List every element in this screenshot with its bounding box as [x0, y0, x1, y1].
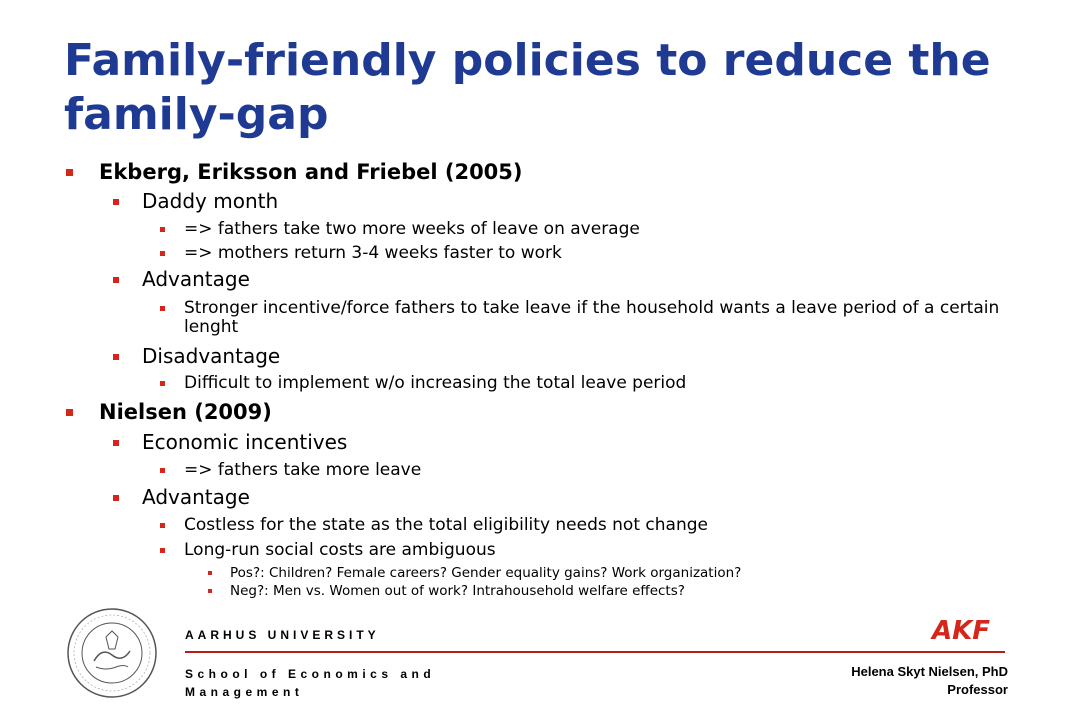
bullet-icon [160, 381, 165, 386]
bullet-item [113, 485, 250, 509]
bullet-item [113, 267, 250, 291]
author-name: Helena Skyt Nielsen, PhD [851, 664, 1008, 679]
bullet-item [160, 461, 1020, 480]
bullet-item [113, 189, 278, 213]
bullet-text: Neg?: Men vs. Women out of work? Intrahousehold welfare effects? [230, 583, 685, 599]
bullet-text: Ekberg, Eriksson and Friebel (2005) [99, 160, 523, 184]
bullet-icon [113, 199, 119, 205]
bullet-icon [160, 523, 165, 528]
bullet-text: Costless for the state as the total eligibility needs not change [184, 515, 708, 535]
bullet-item [160, 374, 1020, 393]
bullet-icon [160, 251, 165, 256]
bullet-icon [160, 548, 165, 553]
bullet-icon [208, 571, 212, 575]
bullet-item [113, 430, 347, 454]
akf-logo [918, 617, 1004, 643]
bullet-text: Daddy month [142, 189, 279, 213]
bullet-icon [66, 409, 73, 416]
bullet-text: Stronger incentive/force fathers to take leave if the household wants a leave period of a certain lenght [184, 298, 1000, 337]
bullet-item [160, 541, 1020, 560]
bullet-text: Disadvantage [142, 344, 281, 368]
bullet-item [160, 220, 1020, 239]
bullet-text: Nielsen (2009) [99, 400, 272, 424]
akf-logo-text: AKF [931, 617, 991, 643]
bullet-icon [160, 306, 165, 311]
bullet-icon [113, 277, 119, 283]
bullet-item [113, 344, 280, 368]
bullet-item [160, 516, 1020, 535]
university-name: AARHUS UNIVERSITY [185, 628, 380, 642]
bullet-item [66, 160, 523, 184]
author-block [851, 663, 1008, 699]
bullet-icon [113, 440, 119, 446]
bullet-text: Pos?: Children? Female careers? Gender equality gains? Work organization? [230, 565, 742, 581]
bullet-text: => mothers return 3-4 weeks faster to work [184, 243, 562, 263]
bullet-icon [160, 227, 165, 232]
author-title: Professor [947, 682, 1008, 697]
bullet-text: Advantage [142, 485, 250, 509]
bullet-text: Difficult to implement w/o increasing the total leave period [184, 373, 687, 393]
bullet-item [160, 244, 1020, 263]
bullet-icon [208, 589, 212, 593]
bullet-text: Economic incentives [142, 430, 348, 454]
bullet-icon [160, 468, 165, 473]
slide-title: Family-friendly policies to reduce the family-gap [64, 35, 991, 140]
bullet-icon [113, 354, 119, 360]
school-name: School of Economics and Management [185, 667, 436, 699]
bullet-text: => fathers take more leave [184, 460, 422, 480]
bullet-text: => fathers take two more weeks of leave on average [184, 219, 640, 239]
bullet-icon [113, 495, 119, 501]
bullet-icon [66, 169, 73, 176]
university-seal-icon [66, 607, 158, 699]
footer-divider [185, 651, 1005, 653]
bullet-item [160, 299, 1020, 337]
bullet-item [66, 400, 272, 424]
bullet-item [208, 565, 741, 581]
bullet-text: Long-run social costs are ambiguous [184, 540, 496, 560]
bullet-text: Advantage [142, 267, 250, 291]
bullet-item [208, 583, 685, 599]
